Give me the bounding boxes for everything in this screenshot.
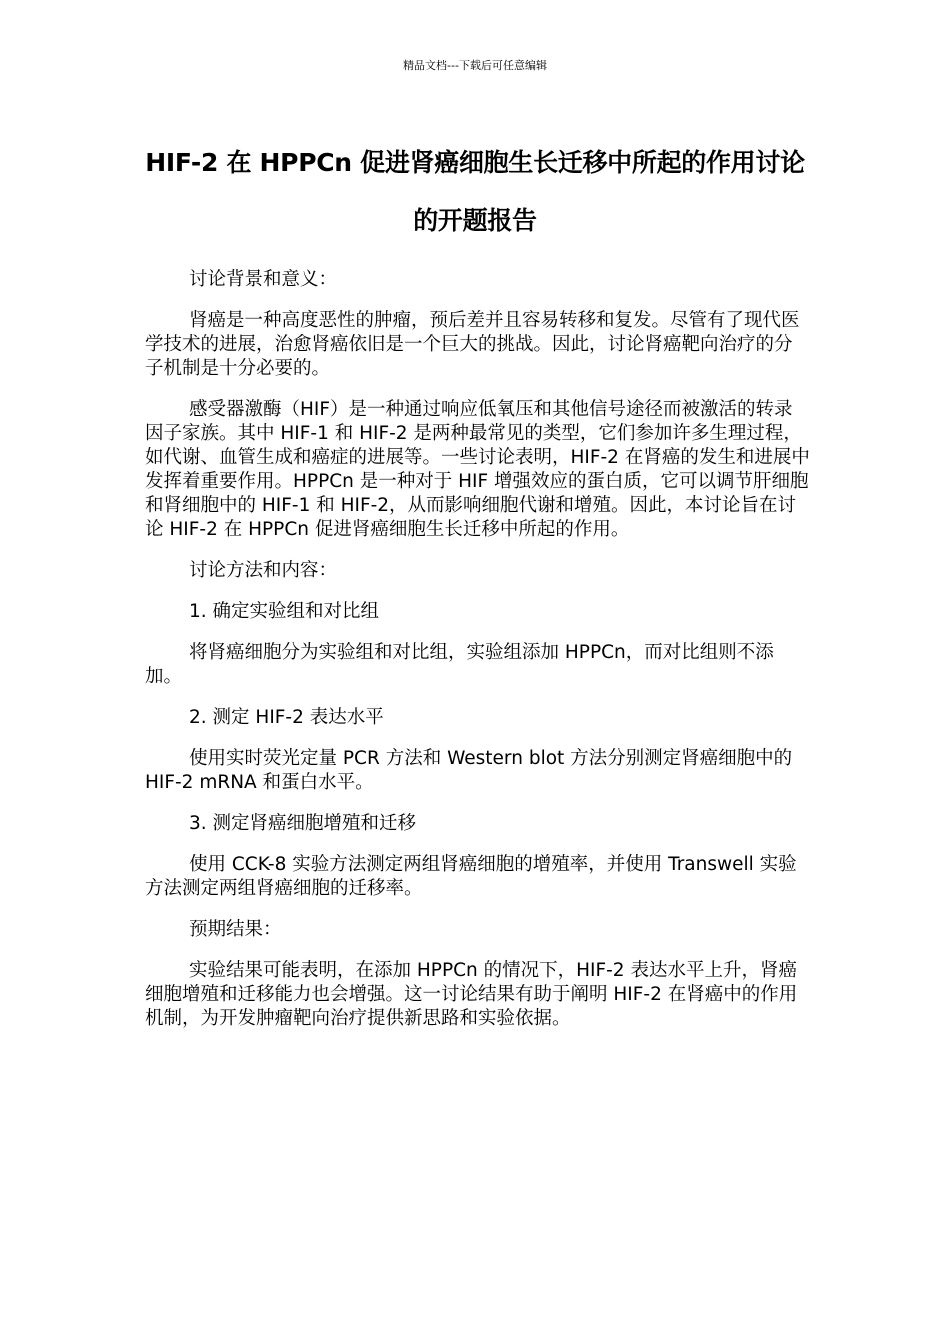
method-step-3-heading: 3. 测定肾癌细胞增殖和迁移	[189, 813, 417, 834]
document-title: HIF-2 在 HPPCn 促进肾癌细胞生长迁移中所起的作用讨论的开题报告	[145, 148, 805, 235]
document-body	[145, 268, 810, 1048]
method-step-2-heading: 2. 测定 HIF-2 表达水平	[189, 707, 384, 728]
section-heading-background: 讨论背景和意义：	[189, 269, 338, 290]
paragraph-kidney-cancer: 肾癌是一种高度恶性的肿瘤，预后差并且容易转移和复发。尽管有了现代医学技术的进展，治愈肾癌依旧是一个巨大的挑战。因此，讨论肾癌靶向治疗的分子机制是十分必要的。	[145, 310, 800, 379]
paragraph-hif: 感受器激酶（HIF）是一种通过响应低氧压和其他信号途径而被激活的转录因子家族。其中 HIF-1 和 HIF-2 是两种最常见的类型，它们参加许多生理过程，如代谢、血管生成和癌症的进展等。一些讨论表明，HIF-2 在肾癌的发生和进展中发挥着重要作用。HPPCn 是一种对于 HIF 增强效应的蛋白质，它可以调节肝细胞和肾细胞中的 HIF-1 和 HIF-2，从而影响细胞代谢和增殖。因此，本讨论旨在讨论 HIF-2 在 HPPCn 促进肾癌细胞生长迁移中所起的作用。	[145, 399, 810, 540]
method-step-1-text: 将肾癌细胞分为实验组和对比组，实验组添加 HPPCn，而对比组则不添加。	[145, 642, 774, 687]
paragraph-expected-results: 实验结果可能表明，在添加 HPPCn 的情况下，HIF-2 表达水平上升，肾癌细胞增殖和迁移能力也会增强。这一讨论结果有助于阐明 HIF-2 在肾癌中的作用机制，为开发肿瘤靶向治疗提供新思路和实验依据。	[145, 960, 798, 1029]
method-step-3-text: 使用 CCK-8 实验方法测定两组肾癌细胞的增殖率，并使用 Transwell 实验方法测定两组肾癌细胞的迁移率。	[145, 854, 797, 899]
section-heading-results: 预期结果：	[189, 919, 282, 940]
page-header: 精品文档---下载后可任意编辑	[403, 59, 547, 72]
method-step-2-text: 使用实时荧光定量 PCR 方法和 Western blot 方法分别测定肾癌细胞中的 HIF-2 mRNA 和蛋白水平。	[145, 748, 793, 793]
section-heading-methods: 讨论方法和内容：	[189, 560, 338, 581]
method-step-1-heading: 1. 确定实验组和对比组	[189, 601, 380, 622]
